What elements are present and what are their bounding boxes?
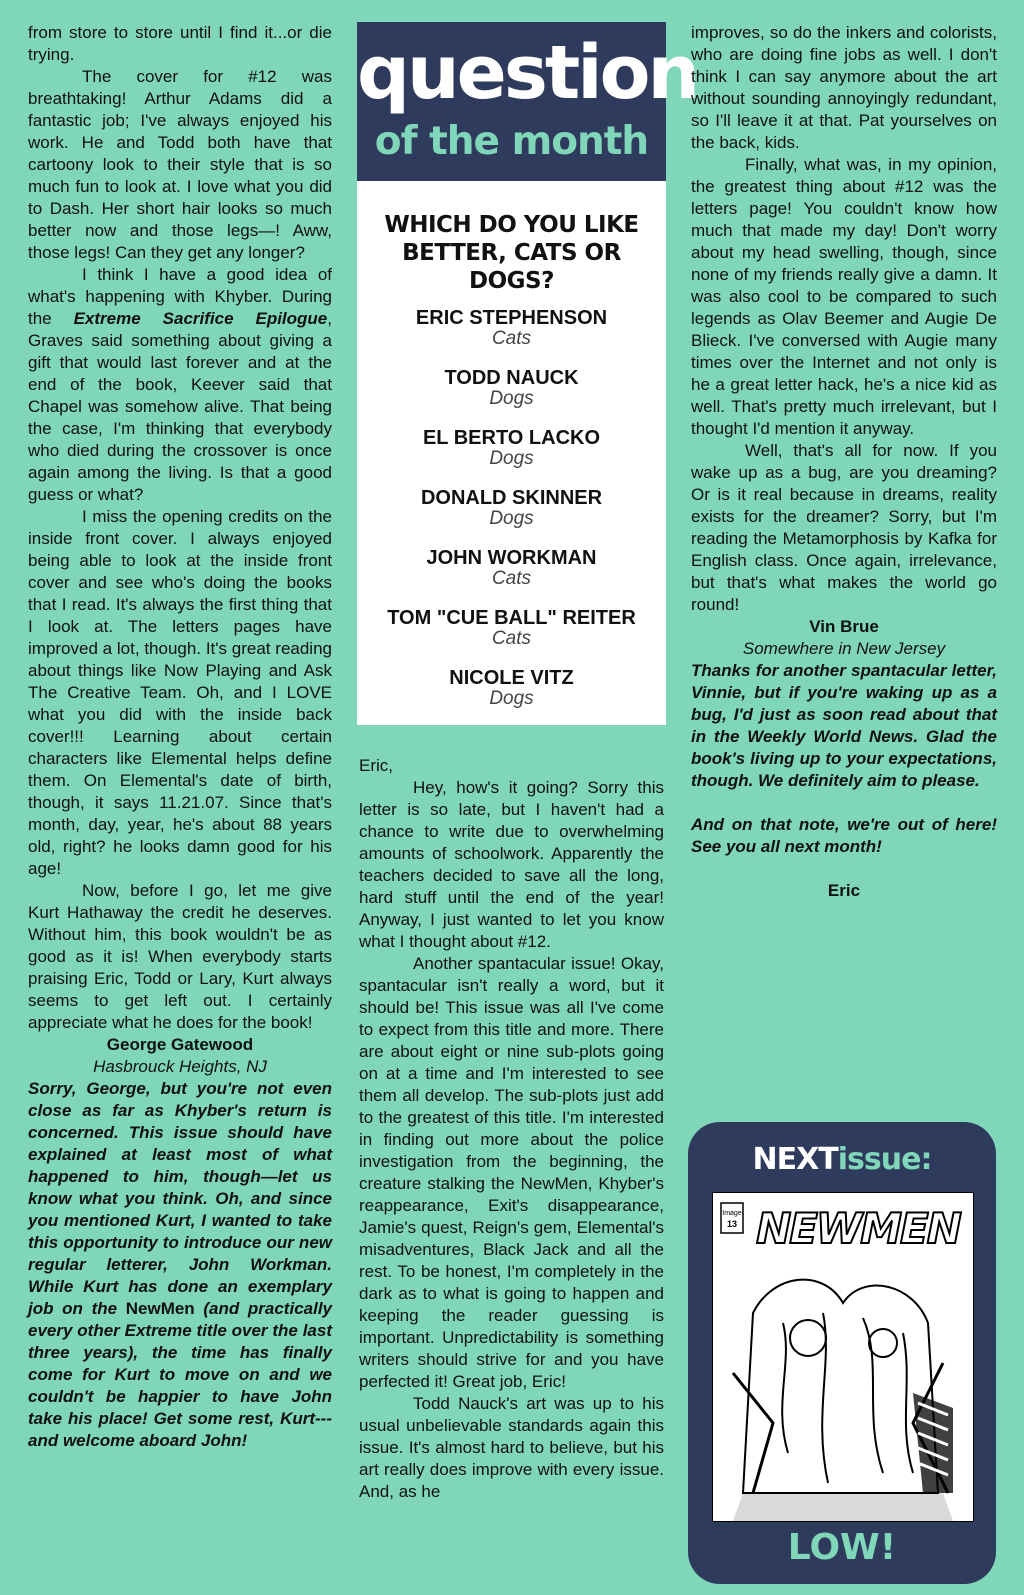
letters-column-right (691, 22, 997, 902)
comic-title: Extreme Sacrifice Epilogue (73, 309, 328, 328)
respondent-name: EL BERTO LACKO (422, 427, 601, 449)
editor-response: Sorry, George, but you're not even close as far as Khyber's return is concerned. This issue should have explained at least most of what happened to him, though—let us know what you think. Oh, and since you mentioned Kurt, I wanted to take this opportunity to introduce our new regular letterer, John Workman. While Kurt has done an exemplary job on the NewMen (and practically every other Extreme title over the last three years), the time has finally come for Kurt to move on and we couldn't be happier to have John take his place! Get some rest, Kurt--- and welcome aboard John! (28, 1079, 332, 1450)
letter-signature: George Gatewood (106, 1035, 254, 1054)
respondent-answer: Cats (491, 628, 532, 649)
respondent-name: ERIC STEPHENSON (415, 307, 608, 329)
letter-paragraph: improves, so do the inkers and colorists, who are doing fine jobs as well. I don't think I can say anymore about the art without sounding annoyingly redundant, so I'll leave it at that. Pat yourselves on the back, kids. (691, 23, 997, 152)
answer-item (357, 367, 666, 409)
letter-paragraph: Well, that's all for now. If you wake up as a bug, are you dreaming? Or is it real because in dreams, reality exists for the dreamer? Sorry, but I'm reading the Metamorphosis by Kafka for English class. Once again, irrelevance, but that's what makes the world go round! (691, 441, 997, 614)
respondent-answer: Dogs (489, 448, 534, 469)
respondent-answer: Dogs (489, 388, 534, 409)
next-issue-title: NEXTissue: (752, 1142, 932, 1177)
answer-item (357, 487, 666, 529)
next-issue-footer: LOW! (787, 1527, 897, 1568)
letters-column-middle (359, 755, 664, 1503)
answer-item (357, 667, 666, 709)
letter-location: Hasbrouck Heights, NJ (93, 1057, 267, 1076)
letter-paragraph: Another spantacular issue! Okay, spantacular isn't really a word, but it should be! This issue was all I've come to expect from this title and more. There are about eight or nine sub-plots going on at a time and I'm interested to see them all develop. The sub-plots just add to the greatest of this title. I'm interested in finding out more about the police investigation from the beginning, the creature stalking the NewMen, Khyber's reappearance, Exit's disappearance, Jamie's quest, Reign's gem, Elemental's misadventures, Black Jack and all the rest. To be honest, I'm completely in the dark as to what is going to happen and keeping the reader guessing is important. Unpredictability is something writers should strive for and you have perfected it! Great job, Eric! (359, 954, 664, 1391)
cover-illustration (713, 1193, 973, 1521)
spacer (691, 792, 997, 814)
respondent-name: DONALD SKINNER (420, 487, 603, 509)
answer-item (357, 427, 666, 469)
next-issue-box (688, 1122, 996, 1584)
respondent-answer: Cats (491, 328, 532, 349)
answer-list (357, 307, 666, 709)
letter-salutation: Eric, (359, 756, 393, 775)
letter-paragraph: The cover for #12 was breathtaking! Arthur Adams did a fantastic job; I've always enjoyed his work. He and Todd both have that cartoony look to their style that is so much fun to look at. I love what you did to Dash. Her short hair looks so much better now and those legs—! Aww, those legs! Can they get any longer? (28, 67, 332, 262)
cover-number: 13 (726, 1219, 738, 1229)
respondent-name: TODD NAUCK (444, 367, 579, 389)
answer-item (357, 607, 666, 649)
letter-paragraph: Todd Nauck's art was up to his usual unbelievable standards again this issue. It's almost hard to believe, but his art really does improve with every issue. And, as he (359, 1394, 664, 1501)
question-text: WHICH DO YOU LIKE BETTER, CATS OR DOGS? (384, 212, 639, 294)
question-header (357, 22, 698, 181)
letter-paragraph: from store to store until I find it...or die trying. (28, 23, 332, 64)
question-of-the-month-box (357, 22, 698, 725)
header-title: question (357, 30, 698, 116)
respondent-answer: Cats (491, 568, 532, 589)
letter-paragraph: Finally, what was, in my opinion, the greatest thing about #12 was the letters page! You couldn't know how much that made my day! Don't worry about my head swelling, though, since none of my friends really give a damn. It was also cool to be compared to such legends as Olav Beemer and Augie De Blieck. I've conversed with Augie many times over the Internet and not only is he a great letter hack, he's a nice kid as well. That's pretty much irrelevant, but I thought I'd mention it anyway. (691, 155, 997, 438)
cover-logo: NEWMEN (756, 1204, 960, 1253)
letter-paragraph: Hey, how's it going? Sorry this letter is so late, but I haven't had a chance to write due to overwhelming amounts of schoolwork. Apparently the teachers decided to save all the long, hard stuff until the end of the year! Anyway, I just wanted to let you know what I thought about #12. (359, 778, 664, 951)
respondent-name: JOHN WORKMAN (426, 547, 597, 569)
letter-paragraph: Now, before I go, let me give Kurt Hathaway the credit he deserves. Without him, this book wouldn't be as good as it is! When everybody starts praising Eric, Todd or Lary, Kurt always seems to get left out. I certainly appreciate what he does for the book! (28, 881, 332, 1032)
editor-response: Thanks for another spantacular letter, Vinnie, but if you're waking up as a bug, I'd just as soon read about that in the Weekly World News. Glad the book's living up to your expectations, though. We definitely aim to please. (691, 661, 997, 790)
letter-paragraph: I miss the opening credits on the inside front cover. I always enjoyed being able to look at the inside front cover and see who's doing the books that I read. It's always the first thing that I look at. The letters pages have improved a lot, though. It's great reading about things like Now Playing and Ask The Creative Team. Oh, and I LOVE what you did with the inside back cover!!! Learning about certain characters like Elemental helps define them. On Elemental's date of birth, though, it says 11.21.07. Since that's month, day, year, he's about 88 years old, right? he looks damn good for his age! (28, 507, 332, 878)
editor-closing: And on that note, we're out of here! See you all next month! (691, 815, 997, 856)
header-subtitle: of the month (374, 119, 649, 164)
editor-signature: Eric (827, 881, 861, 900)
answer-item (357, 307, 666, 349)
letter-location: Somewhere in New Jersey (742, 639, 946, 658)
letter-signature: Vin Brue (809, 617, 879, 636)
respondent-answer: Dogs (489, 688, 534, 709)
letter-paragraph: I think I have a good idea of what's happening with Khyber. During the Extreme Sacrifice Epilogue, Graves said something about giving a gift that would last forever and at the end of the book, Keever said that Chapel was somehow alive. That being the case, I'm thinking that everybody who died during the crossover is once again among the living. Is that a good guess or what? (28, 265, 332, 504)
comic-title: NewMen (125, 1299, 195, 1318)
respondent-name: TOM "CUE BALL" REITER (387, 607, 636, 629)
respondent-answer: Dogs (489, 508, 534, 529)
letters-column-left (28, 22, 332, 1452)
answer-item (357, 547, 666, 589)
cover-publisher: Image (722, 1210, 742, 1217)
spacer (691, 858, 997, 880)
respondent-name: NICOLE VITZ (449, 667, 574, 689)
next-issue-cover-art (712, 1192, 974, 1522)
